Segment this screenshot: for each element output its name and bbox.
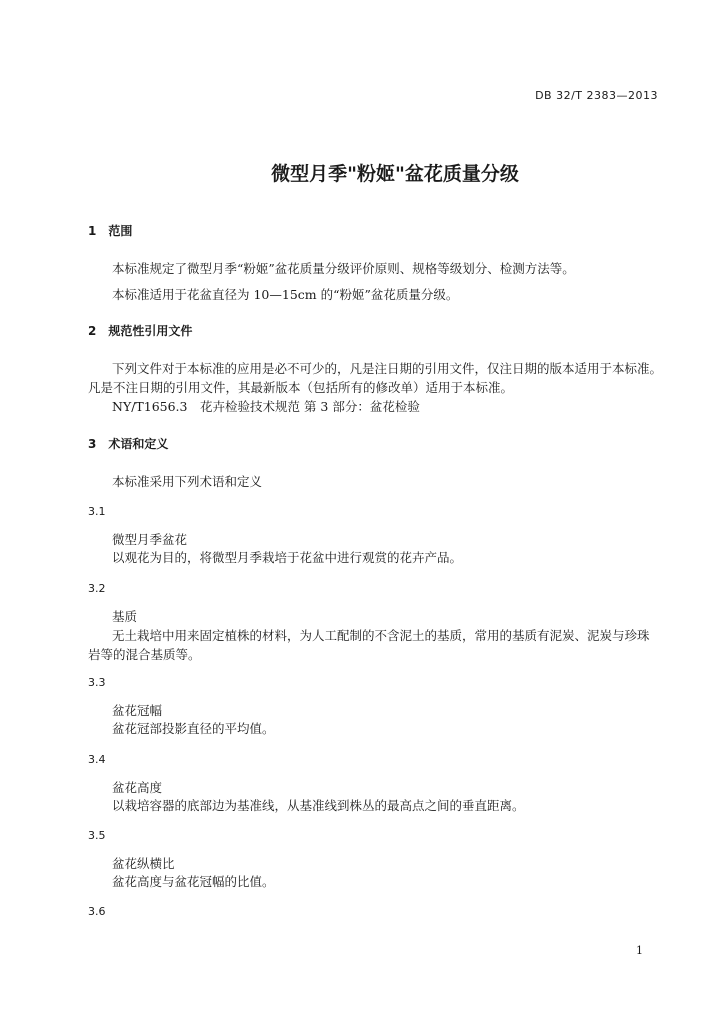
term-3-5-name: 盆花纵横比 (112, 856, 175, 871)
term-3-1-number: 3.1 (88, 505, 106, 518)
term-3-4-name: 盆花高度 (112, 780, 163, 795)
section-2-paragraph-line-2: 凡是不注日期的引用文件，其最新版本（包括所有的修改单）适用于本标准。 (88, 380, 514, 395)
term-3-3-number: 3.3 (88, 676, 106, 689)
term-3-1-name: 微型月季盆花 (112, 532, 188, 547)
section-2-reference: NY/T1656.3 花卉检验技术规范 第 3 部分：盆花检验 (112, 399, 420, 414)
term-3-1-definition: 以观花为目的，将微型月季栽培于花盆中进行观赏的花卉产品。 (112, 550, 463, 565)
term-3-2-definition-line-2: 岩等的混合基质等。 (88, 647, 201, 662)
term-3-3-definition: 盆花冠部投影直径的平均值。 (112, 721, 275, 736)
section-3-heading: 3 术语和定义 (88, 437, 169, 451)
section-1-paragraph-1: 本标准规定了微型月季“粉姬”盆花质量分级评价原则、规格等级划分、检测方法等。 (112, 261, 575, 276)
section-1-heading: 1 范围 (88, 224, 133, 238)
term-3-5-definition: 盆花高度与盆花冠幅的比值。 (112, 874, 275, 889)
section-2-heading: 2 规范性引用文件 (88, 324, 193, 338)
term-3-4-number: 3.4 (88, 753, 106, 766)
document-title: 微型月季"粉姬"盆花质量分级 (271, 163, 519, 185)
term-3-2-definition-line-1: 无土栽培中用来固定植株的材料，为人工配制的不含泥土的基质，常用的基质有泥炭、泥炭与珍珠 (112, 628, 650, 643)
section-2-paragraph-line-1: 下列文件对于本标准的应用是必不可少的，凡是注日期的引用文件，仅注日期的版本适用于本标准。 (112, 361, 663, 376)
term-3-4-definition: 以栽培容器的底部边为基准线，从基准线到株丛的最高点之间的垂直距离。 (112, 798, 525, 813)
term-3-5-number: 3.5 (88, 829, 106, 842)
term-3-2-number: 3.2 (88, 582, 106, 595)
section-3-intro: 本标准采用下列术语和定义 (112, 474, 263, 489)
term-3-3-name: 盆花冠幅 (112, 703, 163, 718)
page-number: 1 (636, 944, 643, 957)
section-1-paragraph-2: 本标准适用于花盆直径为 10—15cm 的“粉姬”盆花质量分级。 (112, 287, 459, 302)
term-3-2-name: 基质 (112, 609, 138, 624)
term-3-6-number: 3.6 (88, 905, 106, 918)
document-header-code: DB 32/T 2383—2013 (535, 89, 658, 102)
